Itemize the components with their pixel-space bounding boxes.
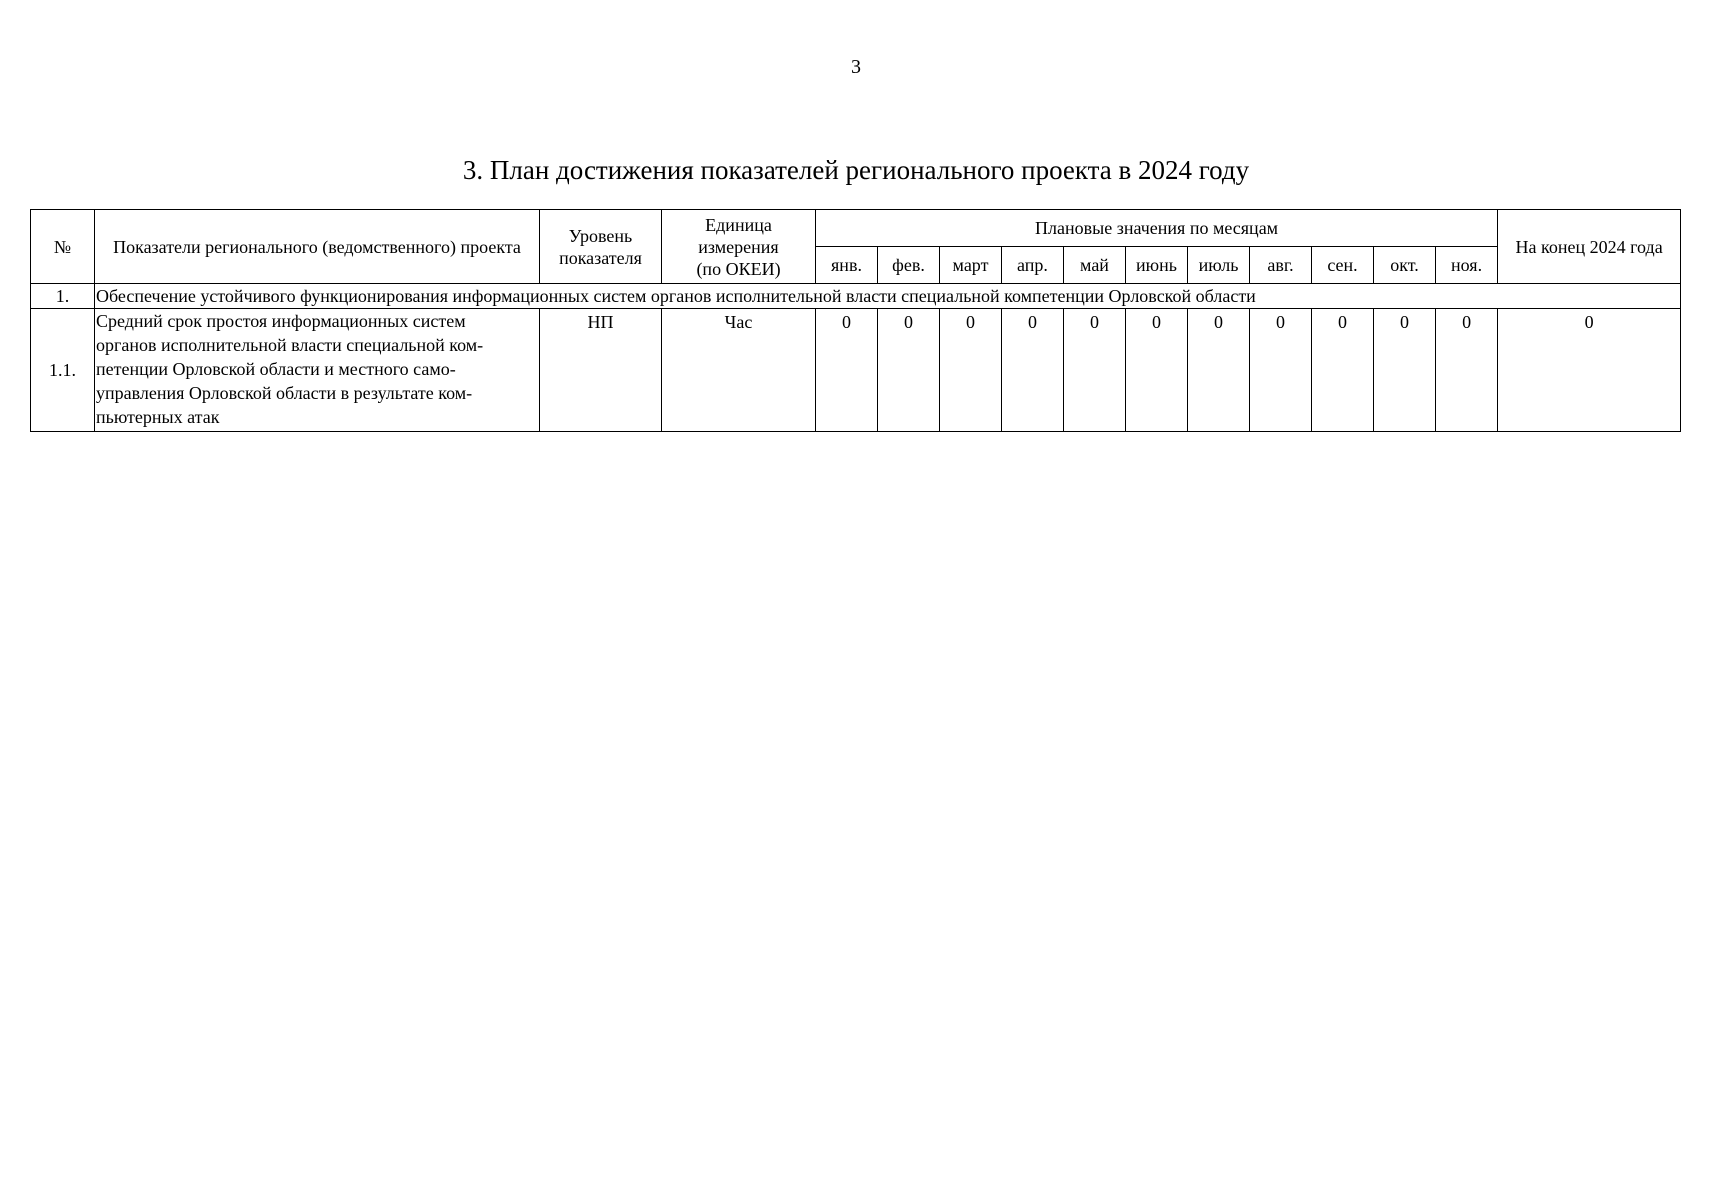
header-month: март <box>940 247 1002 284</box>
header-unit-line-1: Единица <box>705 214 772 235</box>
header-month: апр. <box>1002 247 1064 284</box>
table-row <box>31 309 1681 432</box>
header-month: июль <box>1188 247 1250 284</box>
header-num: № <box>31 210 95 284</box>
indicator-line: органов исполнительной власти специальной ком- <box>96 335 484 355</box>
header-unit-line-3: (по ОКЕИ) <box>696 258 781 279</box>
indicator-line: пьютерных атак <box>96 407 220 427</box>
header-month: янв. <box>816 247 878 284</box>
month-value: 0 <box>1312 309 1374 432</box>
page-number: 3 <box>851 56 861 78</box>
month-value: 0 <box>1126 309 1188 432</box>
header-month: сен. <box>1312 247 1374 284</box>
header-month: ноя. <box>1436 247 1498 284</box>
month-value: 0 <box>1188 309 1250 432</box>
month-value: 0 <box>1374 309 1436 432</box>
header-year-end: На конец 2024 года <box>1498 210 1681 284</box>
row-unit: Час <box>662 309 816 432</box>
page-title: 3. План достижения показателей регионального проекта в 2024 году <box>462 155 1250 185</box>
section-title: Обеспечение устойчивого функционирования информационных систем органов исполнительной власти специальной компетенции Орловской области <box>95 284 1681 309</box>
header-month: июнь <box>1126 247 1188 284</box>
month-value: 0 <box>1002 309 1064 432</box>
header-unit-line-2: измерения <box>698 236 779 257</box>
row-indicator <box>95 309 540 432</box>
indicator-line: петенции Орловской области и местного само- <box>96 359 456 379</box>
indicator-line: Средний срок простоя информационных систем <box>96 311 466 331</box>
row-year-end: 0 <box>1498 309 1681 432</box>
header-month: май <box>1064 247 1126 284</box>
section-row <box>31 284 1681 309</box>
month-value: 0 <box>1436 309 1498 432</box>
month-value: 0 <box>940 309 1002 432</box>
month-value: 0 <box>816 309 878 432</box>
header-unit <box>662 210 816 284</box>
header-level: Уровень показателя <box>540 210 662 284</box>
header-month: окт. <box>1374 247 1436 284</box>
indicators-plan-table <box>30 209 1681 432</box>
header-month: авг. <box>1250 247 1312 284</box>
month-value: 0 <box>878 309 940 432</box>
indicator-line: управления Орловской области в результате ком- <box>96 383 473 403</box>
header-monthly-values: Плановые значения по месяцам <box>816 210 1498 247</box>
header-month: фев. <box>878 247 940 284</box>
section-num: 1. <box>31 284 95 309</box>
month-value: 0 <box>1064 309 1126 432</box>
row-num: 1.1. <box>31 309 95 432</box>
row-level: НП <box>540 309 662 432</box>
header-indicator: Показатели регионального (ведомственного) проекта <box>95 210 540 284</box>
month-value: 0 <box>1250 309 1312 432</box>
